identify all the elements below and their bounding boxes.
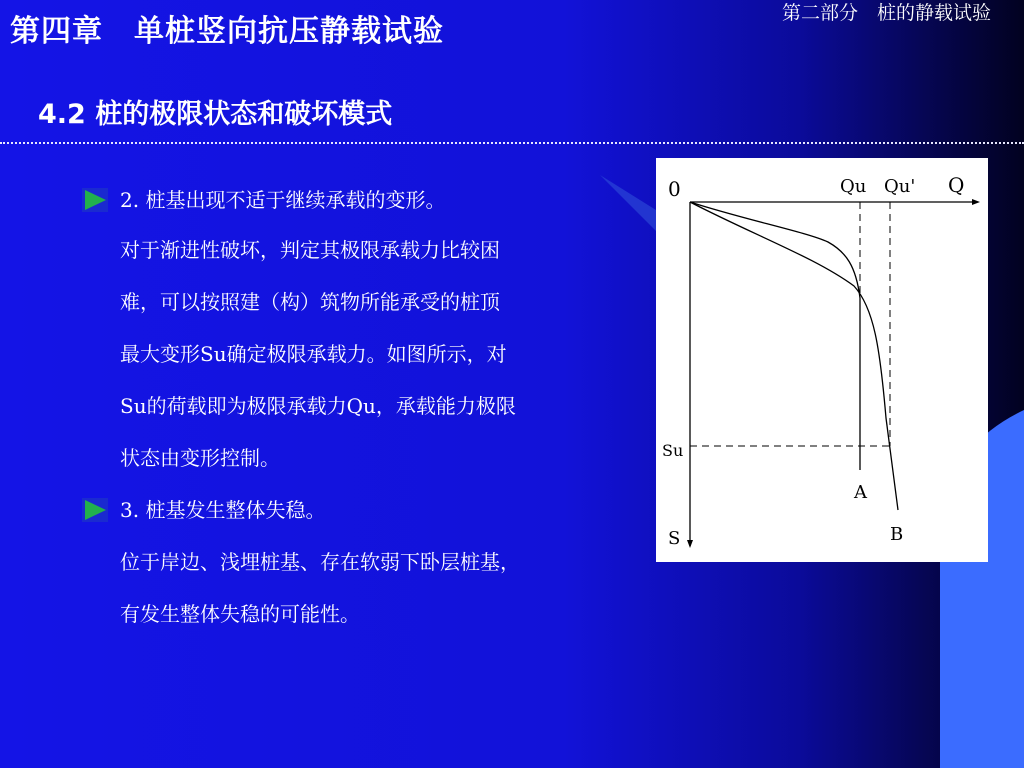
dotted-divider [0,142,1024,144]
qu-label: Qu [840,176,867,197]
qu-prime-label: Qu' [884,176,916,197]
body-line: Su的荷载即为极限承载力Qu，承载能力极限 [120,394,516,418]
curve-b [690,202,898,510]
part-title: 第二部分 桩的静载试验 [782,2,992,24]
curve-a-label: A [854,482,867,503]
su-label: Su [662,441,684,460]
bullet-heading: 3. 桩基发生整体失稳。 [120,498,326,522]
load-settlement-diagram [656,158,988,562]
diagram-svg [656,158,988,562]
q-axis-arrow-icon [972,199,980,205]
bullet-item [80,176,640,224]
slide-body [80,176,640,640]
origin-label: 0 [668,177,681,201]
body-line: 难，可以按照建（构）筑物所能承受的桩顶 [120,290,500,314]
bullet-item [80,484,640,536]
body-line: 最大变形Su确定极限承载力。如图所示，对 [120,342,507,366]
body-line: 对于渐进性破坏，判定其极限承载力比较困 [120,238,500,262]
s-axis-arrow-icon [687,540,693,548]
q-axis-label: Q [948,173,965,197]
s-axis-label: S [668,528,681,549]
body-line: 有发生整体失稳的可能性。 [120,602,360,626]
curve-b-label: B [890,524,904,545]
triangle-bullet-icon [82,498,108,522]
chapter-title: 第四章 单桩竖向抗压静载试验 [10,14,444,49]
body-line: 位于岸边、浅埋桩基、存在软弱下卧层桩基， [120,550,520,574]
body-line: 状态由变形控制。 [120,446,280,470]
section-title: 4.2 桩的极限状态和破坏模式 [38,99,393,130]
triangle-bullet-icon [82,188,108,212]
bullet-heading: 2. 桩基出现不适于继续承载的变形。 [120,188,446,212]
